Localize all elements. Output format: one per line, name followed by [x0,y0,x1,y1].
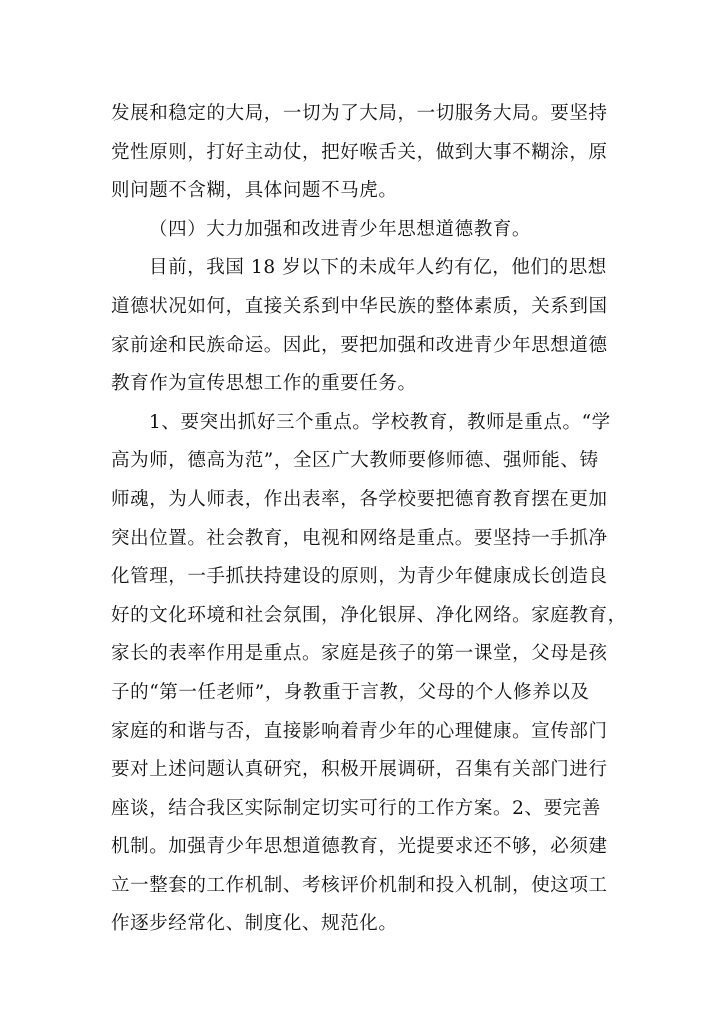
text-line-1: 发展和稳定的大局，一切为了大局，一切服务大局。要坚持 [111,103,608,124]
text-line-19: 座谈，结合我区实际制定切实可行的工作方案。2、要完善 [111,797,601,819]
text-line-5: 目前，我国 18 岁以下的未成年人约有亿，他们的思想 [149,257,607,279]
text-line-12: 突出位置。社会教育，电视和网络是重点。要坚持一手抓净 [111,527,608,549]
text-line-6: 道德状况如何，直接关系到中华民族的整体素质，关系到国 [111,295,608,317]
text-line-16: 子的“第一任老师”，身教重于言教，父母的个人修养以及 [111,681,590,703]
text-line-9: 1、要突出抓好三个重点。学校教育，教师是重点。“学 [149,411,611,433]
text-line-8: 教育作为宣传思想工作的重要任务。 [111,373,417,395]
text-line-3: 则问题不含糊，具体问题不马虎。 [111,180,398,202]
text-line-21: 立一整套的工作机制、考核评价机制和投入机制，使这项工 [111,874,608,896]
text-line-11: 师魂，为人师表，作出表率，各学校要把德育教育摆在更加 [111,488,608,510]
document-body [111,95,627,944]
text-line-17: 家庭的和谐与否，直接影响着青少年的心理健康。宣传部门 [111,720,608,742]
text-line-20: 机制。加强青少年思想道德教育，光提要求还不够，必须建 [111,836,608,858]
text-line-14: 好的文化环境和社会氛围，净化银屏、净化网络。家庭教育， [111,604,627,626]
text-line-7: 家前途和民族命运。因此，要把加强和改进青少年思想道德 [111,334,608,356]
text-line-13: 化管理，一手抓扶持建设的原则，为青少年健康成长创造良 [111,566,608,588]
text-line-10: 高为师，德高为范”，全区广大教师要修师德、强师能、铸 [111,450,599,472]
text-line-2: 党性原则，打好主动仗，把好喉舌关，做到大事不糊涂，原 [111,141,608,163]
text-line-15: 家长的表率作用是重点。家庭是孩子的第一课堂，父母是孩 [111,643,608,665]
section-heading-4: （四）大力加强和改进青少年思想道德教育。 [149,218,532,240]
text-line-22: 作逐步经常化、制度化、规范化。 [111,913,398,935]
text-line-18: 要对上述问题认真研究，积极开展调研，召集有关部门进行 [111,759,608,781]
